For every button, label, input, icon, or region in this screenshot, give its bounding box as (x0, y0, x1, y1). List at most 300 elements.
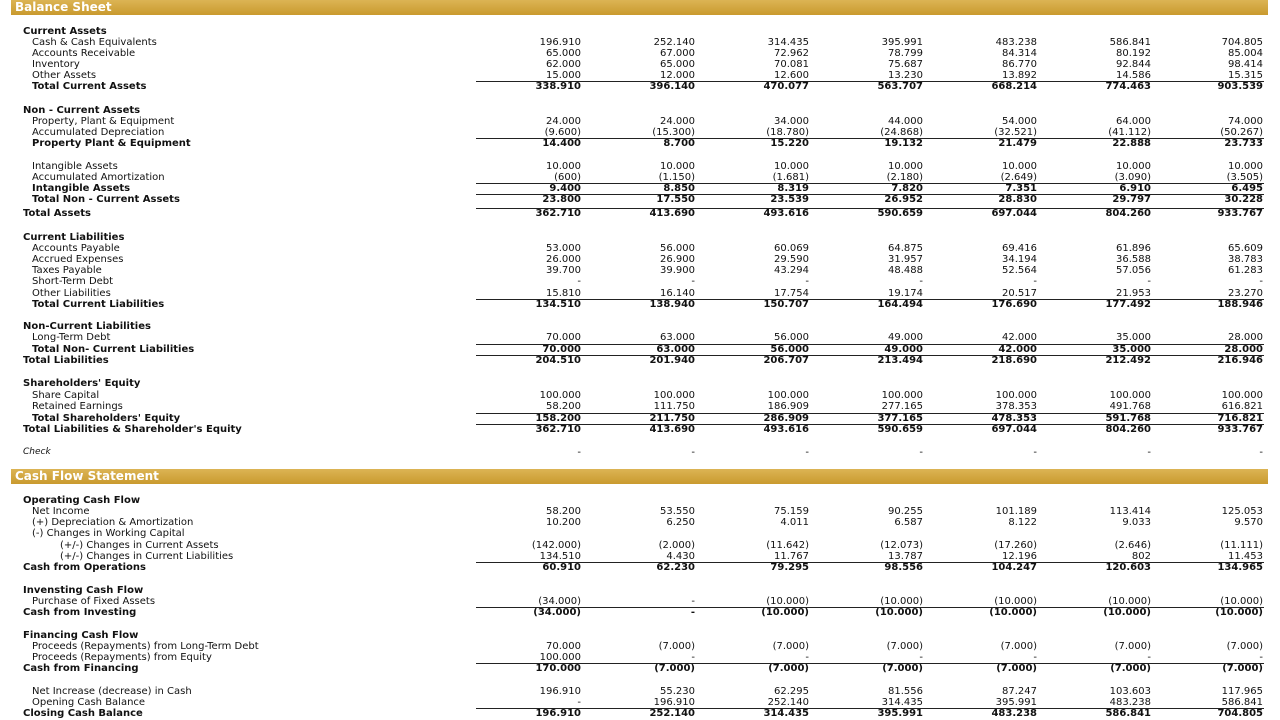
balance-sheet-row (0, 424, 1280, 435)
balance-sheet-value-cell: 56.000 (774, 332, 809, 343)
balance-sheet-row-label: Accounts Payable (32, 243, 120, 254)
cash-flow-value-cell: 60.910 (542, 562, 581, 573)
cash-flow-value-cell: 117.965 (1221, 686, 1263, 697)
balance-sheet-value-cell: 395.991 (881, 37, 923, 48)
cash-flow-value-cell: 87.247 (1002, 686, 1037, 697)
balance-sheet-value-cell: 493.616 (763, 208, 809, 219)
balance-sheet-value-cell: 218.690 (991, 355, 1037, 366)
balance-sheet-value-cell: 774.463 (1105, 81, 1151, 92)
balance-sheet-value-cell: 84.314 (1002, 48, 1037, 59)
balance-sheet-value-cell: 26.952 (884, 194, 923, 205)
balance-sheet-value-cell: - (805, 276, 809, 287)
cash-flow-value-cell: - (577, 697, 581, 708)
total-rule (476, 708, 1264, 709)
balance-sheet-row-label: Cash & Cash Equivalents (32, 37, 157, 48)
balance-sheet-row-label: Total Non - Current Assets (32, 194, 180, 205)
balance-sheet-value-cell: 64.875 (888, 243, 923, 254)
balance-sheet-row (0, 127, 1280, 138)
balance-sheet-value-cell: 28.830 (998, 194, 1037, 205)
balance-sheet-value-cell: 164.494 (877, 299, 923, 310)
cash-flow-value-cell: (7.000) (1222, 663, 1263, 674)
balance-sheet-value-cell: 10.000 (546, 161, 581, 172)
cash-flow-value-cell: (11.111) (1220, 540, 1263, 551)
balance-sheet-value-cell: 20.517 (1002, 288, 1037, 299)
cash-flow-value-cell: 586.841 (1221, 697, 1263, 708)
cash-flow-value-cell: 53.550 (660, 506, 695, 517)
balance-sheet-value-cell: 28.000 (1228, 332, 1263, 343)
cash-flow-row (0, 495, 1280, 506)
cash-flow-value-cell: (11.642) (766, 540, 809, 551)
balance-sheet-value-cell: 933.767 (1217, 424, 1263, 435)
cash-flow-row-label: Cash from Financing (23, 663, 139, 674)
cash-flow-value-cell: 395.991 (995, 697, 1037, 708)
balance-sheet-value-cell: 34.194 (1002, 254, 1037, 265)
balance-sheet-row (0, 194, 1280, 205)
balance-sheet-row-label: Accounts Receivable (32, 48, 136, 59)
balance-sheet-value-cell: 362.710 (535, 208, 581, 219)
balance-sheet-value-cell: 483.238 (995, 37, 1037, 48)
cash-flow-value-cell: 9.570 (1234, 517, 1263, 528)
cash-flow-row (0, 708, 1280, 719)
cash-flow-value-cell: 586.841 (1105, 708, 1151, 719)
cash-flow-value-cell: 62.230 (656, 562, 695, 573)
balance-sheet-value-cell: 56.000 (660, 243, 695, 254)
balance-sheet-value-cell: 9.400 (549, 183, 581, 194)
cash-flow-value-cell: 125.053 (1221, 506, 1263, 517)
cash-flow-value-cell: 196.910 (653, 697, 695, 708)
balance-sheet-row-label: Long-Term Debt (32, 332, 111, 343)
balance-sheet-value-cell: - (691, 276, 695, 287)
balance-sheet-value-cell: 212.492 (1105, 355, 1151, 366)
cash-flow-row-label: Proceeds (Repayments) from Equity (32, 652, 212, 663)
balance-sheet-value-cell: (41.112) (1108, 127, 1151, 138)
balance-sheet-value-cell: 78.799 (888, 48, 923, 59)
cash-flow-value-cell: 75.159 (774, 506, 809, 517)
cash-flow-value-cell: 79.295 (770, 562, 809, 573)
cash-flow-value-cell: (7.000) (886, 641, 923, 652)
balance-sheet-value-cell: 65.000 (660, 59, 695, 70)
balance-sheet-value-cell: 338.910 (535, 81, 581, 92)
balance-sheet-value-cell: 591.768 (1105, 413, 1151, 424)
cash-flow-value-cell: 11.453 (1228, 551, 1263, 562)
cash-flow-value-cell: 9.033 (1122, 517, 1151, 528)
balance-sheet-value-cell: 57.056 (1116, 265, 1151, 276)
cash-flow-value-cell: (2.646) (1114, 540, 1151, 551)
balance-sheet-value-cell: (9.600) (544, 127, 581, 138)
cash-flow-value-cell: 11.767 (774, 551, 809, 562)
balance-sheet-value-cell: 23.539 (770, 194, 809, 205)
balance-sheet-value-cell: 98.414 (1228, 59, 1263, 70)
cash-flow-value-cell: - (691, 596, 695, 607)
balance-sheet-row (0, 138, 1280, 149)
balance-sheet-row-label: Total Non- Current Liabilities (32, 344, 195, 355)
cash-flow-row (0, 652, 1280, 663)
balance-sheet-value-cell: (24.868) (880, 127, 923, 138)
balance-sheet-row (0, 208, 1280, 219)
total-rule (476, 607, 1264, 608)
balance-sheet-value-cell: 697.044 (991, 208, 1037, 219)
balance-sheet-value-cell: 100.000 (1221, 390, 1263, 401)
balance-sheet-row-label: Accumulated Depreciation (32, 127, 165, 138)
balance-sheet-row-label: Non - Current Assets (23, 105, 141, 116)
balance-sheet-value-cell: 590.659 (877, 208, 923, 219)
cash-flow-row-label: (+/-) Changes in Current Liabilities (60, 551, 234, 562)
balance-sheet-row-label: Inventory (32, 59, 80, 70)
balance-sheet-value-cell: 23.733 (1224, 138, 1263, 149)
cash-flow-value-cell: 101.189 (995, 506, 1037, 517)
balance-sheet-value-cell: 29.797 (1112, 194, 1151, 205)
total-rule (476, 194, 1264, 195)
cash-flow-value-cell: (7.000) (768, 663, 809, 674)
balance-sheet-row-label: Short-Term Debt (32, 276, 114, 287)
cash-flow-value-cell: 483.238 (1109, 697, 1151, 708)
balance-sheet-row (0, 26, 1280, 37)
balance-sheet-header: Balance Sheet (11, 0, 1268, 15)
cash-flow-row (0, 506, 1280, 517)
cash-flow-value-cell: (7.000) (996, 663, 1037, 674)
balance-sheet-value-cell: 377.165 (877, 413, 923, 424)
balance-sheet-row (0, 378, 1280, 389)
balance-sheet-value-cell: 56.000 (770, 344, 809, 355)
cash-flow-value-cell: 6.587 (894, 517, 923, 528)
balance-sheet-value-cell: 100.000 (881, 390, 923, 401)
balance-sheet-value-cell: 29.590 (774, 254, 809, 265)
cash-flow-value-cell: (10.000) (989, 607, 1037, 618)
balance-sheet-value-cell: (32.521) (994, 127, 1037, 138)
cash-flow-row-label: Operating Cash Flow (23, 495, 141, 506)
cash-flow-value-cell: 103.603 (1109, 686, 1151, 697)
balance-sheet-value-cell: 10.000 (888, 161, 923, 172)
cash-flow-value-cell: 100.000 (539, 652, 581, 663)
balance-sheet-value-cell: 30.228 (1224, 194, 1263, 205)
cash-flow-row (0, 585, 1280, 596)
cash-flow-row-label: Closing Cash Balance (23, 708, 143, 719)
balance-sheet-value-cell: 67.000 (660, 48, 695, 59)
balance-sheet-value-cell: 61.283 (1228, 265, 1263, 276)
cash-flow-value-cell: 395.991 (877, 708, 923, 719)
balance-sheet-row-label: Share Capital (32, 390, 100, 401)
balance-sheet-value-cell: - (1259, 276, 1263, 287)
balance-sheet-value-cell: - (1147, 447, 1151, 458)
balance-sheet-value-cell: 22.888 (1112, 138, 1151, 149)
total-rule (476, 138, 1264, 139)
cash-flow-value-cell: (34.000) (538, 596, 581, 607)
balance-sheet-row-label: Total Liabilities & Shareholder's Equity (23, 424, 242, 435)
balance-sheet-value-cell: - (691, 447, 695, 458)
balance-sheet-row-label: Current Liabilities (23, 232, 125, 243)
balance-sheet-value-cell: (15.300) (652, 127, 695, 138)
balance-sheet-value-cell: 70.000 (542, 344, 581, 355)
balance-sheet-value-cell: 62.000 (546, 59, 581, 70)
balance-sheet-value-cell: 100.000 (539, 390, 581, 401)
balance-sheet-value-cell: - (577, 447, 581, 458)
cash-flow-value-cell: 120.603 (1105, 562, 1151, 573)
balance-sheet-row (0, 70, 1280, 81)
cash-flow-row (0, 596, 1280, 607)
balance-sheet-row (0, 81, 1280, 92)
cash-flow-value-cell: 196.910 (535, 708, 581, 719)
cash-flow-value-cell: 6.250 (666, 517, 695, 528)
balance-sheet-value-cell: 7.351 (1005, 183, 1037, 194)
balance-sheet-row (0, 321, 1280, 332)
balance-sheet-value-cell: 204.510 (535, 355, 581, 366)
total-rule (476, 663, 1264, 664)
balance-sheet-value-cell: 70.000 (546, 332, 581, 343)
total-rule (476, 81, 1264, 82)
cash-flow-value-cell: 12.196 (1002, 551, 1037, 562)
balance-sheet-value-cell: 63.000 (656, 344, 695, 355)
cash-flow-value-cell: (10.000) (1108, 596, 1151, 607)
balance-sheet-row-label: Other Assets (32, 70, 97, 81)
balance-sheet-value-cell: 35.000 (1116, 332, 1151, 343)
cash-flow-value-cell: (10.000) (1103, 607, 1151, 618)
cash-flow-value-cell: 196.910 (539, 686, 581, 697)
cash-flow-row (0, 540, 1280, 551)
balance-sheet-value-cell: 26.900 (660, 254, 695, 265)
balance-sheet-value-cell: 158.200 (535, 413, 581, 424)
balance-sheet-value-cell: 72.962 (774, 48, 809, 59)
total-rule (476, 355, 1264, 356)
balance-sheet-row-label: Retained Earnings (32, 401, 123, 412)
cash-flow-value-cell: - (919, 652, 923, 663)
cash-flow-value-cell: (10.000) (875, 607, 923, 618)
balance-sheet-value-cell: 61.896 (1116, 243, 1151, 254)
balance-sheet-value-cell: 716.821 (1217, 413, 1263, 424)
balance-sheet-value-cell: (1.150) (658, 172, 695, 183)
balance-sheet-value-cell: 49.000 (888, 332, 923, 343)
balance-sheet-value-cell: 53.000 (546, 243, 581, 254)
balance-sheet-value-cell: 86.770 (1002, 59, 1037, 70)
cash-flow-value-cell: 314.435 (881, 697, 923, 708)
balance-sheet-row (0, 105, 1280, 116)
cash-flow-row-label: (+) Depreciation & Amortization (32, 517, 194, 528)
balance-sheet-value-cell: 111.750 (653, 401, 695, 412)
cash-flow-value-cell: 704.805 (1217, 708, 1263, 719)
balance-sheet-value-cell: 85.004 (1228, 48, 1263, 59)
balance-sheet-value-cell: 176.690 (991, 299, 1037, 310)
cash-flow-value-cell: (10.000) (880, 596, 923, 607)
cash-flow-value-cell: 90.255 (888, 506, 923, 517)
total-rule (476, 208, 1264, 209)
cash-flow-value-cell: 134.510 (539, 551, 581, 562)
balance-sheet-row (0, 254, 1280, 265)
balance-sheet-row-label: Total Shareholders' Equity (32, 413, 181, 424)
balance-sheet-row (0, 243, 1280, 254)
cash-flow-value-cell: 252.140 (649, 708, 695, 719)
balance-sheet-row-label: Total Current Assets (32, 81, 147, 92)
balance-sheet-value-cell: 15.315 (1228, 70, 1263, 81)
balance-sheet-row (0, 172, 1280, 183)
balance-sheet-row (0, 183, 1280, 194)
balance-sheet-value-cell: 36.588 (1116, 254, 1151, 265)
balance-sheet-value-cell: 24.000 (546, 116, 581, 127)
balance-sheet-value-cell: 39.700 (546, 265, 581, 276)
balance-sheet-row (0, 276, 1280, 287)
balance-sheet-value-cell: 616.821 (1221, 401, 1263, 412)
balance-sheet-value-cell: 49.000 (884, 344, 923, 355)
balance-sheet-row-label: Property Plant & Equipment (32, 138, 191, 149)
balance-sheet-value-cell: 10.000 (1116, 161, 1151, 172)
balance-sheet-value-cell: 21.953 (1116, 288, 1151, 299)
cash-flow-value-cell: (10.000) (994, 596, 1037, 607)
balance-sheet-value-cell: 54.000 (1002, 116, 1037, 127)
total-rule (476, 562, 1264, 563)
balance-sheet-value-cell: 7.820 (891, 183, 923, 194)
balance-sheet-row (0, 37, 1280, 48)
balance-sheet-value-cell: 188.946 (1217, 299, 1263, 310)
cash-flow-value-cell: - (1033, 652, 1037, 663)
balance-sheet-value-cell: - (919, 447, 923, 458)
cash-flow-row-label: Purchase of Fixed Assets (32, 596, 156, 607)
balance-sheet-value-cell: - (1259, 447, 1263, 458)
balance-sheet-value-cell: 10.000 (660, 161, 695, 172)
balance-sheet-value-cell: 668.214 (991, 81, 1037, 92)
balance-sheet-row-label: Other Liabilities (32, 288, 111, 299)
balance-sheet-row-label: Current Assets (23, 26, 107, 37)
balance-sheet-value-cell: 80.192 (1116, 48, 1151, 59)
balance-sheet-value-cell: 100.000 (995, 390, 1037, 401)
cash-flow-value-cell: 10.200 (546, 517, 581, 528)
cash-flow-value-cell: 113.414 (1109, 506, 1151, 517)
balance-sheet-value-cell: 65.000 (546, 48, 581, 59)
balance-sheet-value-cell: 8.700 (663, 138, 695, 149)
balance-sheet-value-cell: (3.505) (1226, 172, 1263, 183)
balance-sheet-value-cell: 150.707 (763, 299, 809, 310)
balance-sheet-value-cell: (600) (554, 172, 581, 183)
balance-sheet-row (0, 332, 1280, 343)
cash-flow-value-cell: (7.000) (772, 641, 809, 652)
cash-flow-value-cell: 134.965 (1217, 562, 1263, 573)
balance-sheet-value-cell: 252.140 (653, 37, 695, 48)
balance-sheet-value-cell: 44.000 (888, 116, 923, 127)
balance-sheet-value-cell: 478.353 (991, 413, 1037, 424)
cash-flow-row (0, 697, 1280, 708)
balance-sheet-row-label: Accumulated Amortization (32, 172, 165, 183)
balance-sheet-value-cell: - (805, 447, 809, 458)
balance-sheet-value-cell: 39.900 (660, 265, 695, 276)
balance-sheet-value-cell: 58.200 (546, 401, 581, 412)
balance-sheet-value-cell: 6.910 (1119, 183, 1151, 194)
cash-flow-row-label: Net Increase (decrease) in Cash (32, 686, 192, 697)
balance-sheet-value-cell: 17.550 (656, 194, 695, 205)
balance-sheet-value-cell: 138.940 (649, 299, 695, 310)
cash-flow-value-cell: - (805, 652, 809, 663)
balance-sheet-value-cell: 206.707 (763, 355, 809, 366)
cash-flow-value-cell: (12.073) (880, 540, 923, 551)
balance-sheet-value-cell: - (919, 276, 923, 287)
balance-sheet-value-cell: 704.805 (1221, 37, 1263, 48)
cash-flow-value-cell: 81.556 (888, 686, 923, 697)
balance-sheet-value-cell: 23.800 (542, 194, 581, 205)
balance-sheet-value-cell: 14.586 (1116, 70, 1151, 81)
cash-flow-row-label: Cash from Operations (23, 562, 146, 573)
cash-flow-row (0, 686, 1280, 697)
balance-sheet-value-cell: 10.000 (774, 161, 809, 172)
balance-sheet-row-label: Shareholders' Equity (23, 378, 141, 389)
balance-sheet-value-cell: - (1147, 276, 1151, 287)
cash-flow-row-label: Opening Cash Balance (32, 697, 146, 708)
cash-flow-value-cell: 98.556 (884, 562, 923, 573)
balance-sheet-value-cell: 213.494 (877, 355, 923, 366)
balance-sheet-row (0, 161, 1280, 172)
cash-flow-value-cell: (7.000) (1000, 641, 1037, 652)
balance-sheet-value-cell: 74.000 (1228, 116, 1263, 127)
balance-sheet-row-label: Property, Plant & Equipment (32, 116, 175, 127)
balance-sheet-row (0, 390, 1280, 401)
cash-flow-row-label: Invensting Cash Flow (23, 585, 144, 596)
cash-flow-row (0, 630, 1280, 641)
balance-sheet-value-cell: 63.000 (660, 332, 695, 343)
balance-sheet-value-cell: 933.767 (1217, 208, 1263, 219)
balance-sheet-row (0, 48, 1280, 59)
balance-sheet-value-cell: 15.000 (546, 70, 581, 81)
balance-sheet-row-label: Accrued Expenses (32, 254, 124, 265)
cash-flow-value-cell: (7.000) (1110, 663, 1151, 674)
cash-flow-value-cell: (34.000) (533, 607, 581, 618)
cash-flow-value-cell: 62.295 (774, 686, 809, 697)
balance-sheet-row (0, 116, 1280, 127)
cash-flow-value-cell: - (691, 652, 695, 663)
total-rule (476, 413, 1264, 414)
balance-sheet-value-cell: 15.810 (546, 288, 581, 299)
cash-flow-value-cell: 483.238 (991, 708, 1037, 719)
balance-sheet-value-cell: 177.492 (1105, 299, 1151, 310)
balance-sheet-value-cell: 314.435 (767, 37, 809, 48)
balance-sheet-value-cell: 65.609 (1228, 243, 1263, 254)
cash-flow-value-cell: (17.260) (994, 540, 1037, 551)
cash-flow-statement-header: Cash Flow Statement (11, 469, 1268, 484)
balance-sheet-value-cell: 362.710 (535, 424, 581, 435)
balance-sheet-value-cell: 903.539 (1217, 81, 1263, 92)
balance-sheet-value-cell: 8.319 (777, 183, 809, 194)
balance-sheet-value-cell: 491.768 (1109, 401, 1151, 412)
balance-sheet-value-cell: 43.294 (774, 265, 809, 276)
balance-sheet-value-cell: 10.000 (1228, 161, 1263, 172)
balance-sheet-value-cell: 16.140 (660, 288, 695, 299)
balance-sheet-value-cell: 26.000 (546, 254, 581, 265)
balance-sheet-row (0, 401, 1280, 412)
cash-flow-row (0, 641, 1280, 652)
balance-sheet-value-cell: 100.000 (653, 390, 695, 401)
balance-sheet-row (0, 59, 1280, 70)
balance-sheet-value-cell: 8.850 (663, 183, 695, 194)
balance-sheet-value-cell: 286.909 (763, 413, 809, 424)
balance-sheet-value-cell: 28.000 (1224, 344, 1263, 355)
balance-sheet-value-cell: 75.687 (888, 59, 923, 70)
cash-flow-value-cell: - (1147, 652, 1151, 663)
total-rule (476, 299, 1264, 300)
cash-flow-value-cell: 4.011 (780, 517, 809, 528)
cash-flow-value-cell: (7.000) (882, 663, 923, 674)
cash-flow-row-label: Proceeds (Repayments) from Long-Term Debt (32, 641, 259, 652)
total-rule (476, 424, 1264, 425)
balance-sheet-value-cell: 201.940 (649, 355, 695, 366)
balance-sheet-row-label: Taxes Payable (32, 265, 102, 276)
balance-sheet-value-cell: 196.910 (539, 37, 581, 48)
balance-sheet-value-cell: (50.267) (1220, 127, 1263, 138)
cash-flow-row (0, 607, 1280, 618)
balance-sheet-value-cell: 12.000 (660, 70, 695, 81)
cash-flow-value-cell: (7.000) (658, 641, 695, 652)
balance-sheet-value-cell: 60.069 (774, 243, 809, 254)
balance-sheet-value-cell: 470.077 (763, 81, 809, 92)
cash-flow-value-cell: (10.000) (761, 607, 809, 618)
balance-sheet-value-cell: (2.649) (1000, 172, 1037, 183)
cash-flow-row-label: (+/-) Changes in Current Assets (60, 540, 219, 551)
balance-sheet-value-cell: 804.260 (1105, 424, 1151, 435)
balance-sheet-value-cell: 52.564 (1002, 265, 1037, 276)
balance-sheet-row (0, 299, 1280, 310)
